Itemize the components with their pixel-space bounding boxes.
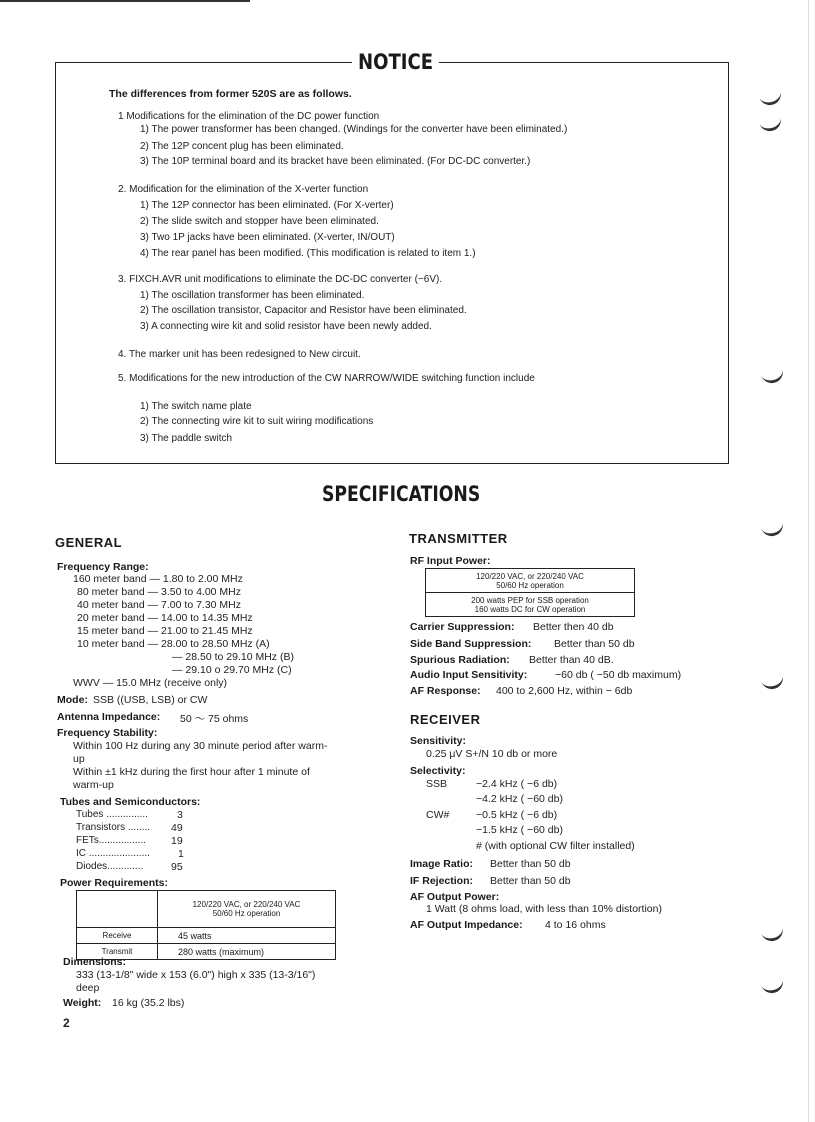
rf-table-row <box>426 593 635 617</box>
transmit-label: Transmit <box>77 944 158 960</box>
transmitter-heading: TRANSMITTER <box>409 531 508 546</box>
side-band-suppression-value: Better than 50 db <box>554 638 635 650</box>
notice-line: 4. The marker unit has been redesigned to New circuit. <box>118 349 361 360</box>
sensitivity-value: 0.25 μV S+/N 10 db or more <box>426 748 558 760</box>
stability-line: warm-up <box>73 779 114 791</box>
tube-row-name: IC ...................... <box>76 848 150 859</box>
notice-line: 1) The power transformer has been changed. (Windings for the converter have been eliminated.) <box>140 124 568 135</box>
binding-ring-mark <box>759 89 784 107</box>
tube-row-name: FETs................. <box>76 835 147 846</box>
page-number: 2 <box>63 1016 70 1030</box>
rf-row-line: 160 watts DC for CW operation <box>474 604 586 614</box>
band-row: 10 meter band — 28.00 to 28.50 MHz (A) <box>77 638 270 650</box>
rf-input-power-label: RF Input Power: <box>410 555 491 567</box>
binding-ring-mark <box>761 673 786 691</box>
notice-line: 3) A connecting wire kit and solid resistor have been newly added. <box>140 321 432 332</box>
tube-row-name: Diodes............. <box>76 861 144 872</box>
page-edge-line <box>808 0 809 1122</box>
band-row: 40 meter band — 7.00 to 7.30 MHz <box>77 599 242 611</box>
tube-row-count: 3 <box>177 809 183 821</box>
side-band-suppression-label: Side Band Suppression: <box>410 638 532 650</box>
power-requirements-table <box>76 890 336 960</box>
notice-line: 1) The oscillation transformer has been eliminated. <box>140 290 365 301</box>
af-output-power-label: AF Output Power: <box>410 891 500 903</box>
notice-line: 3) The paddle switch <box>140 433 233 444</box>
band-row: — 28.50 to 29.10 MHz (B) <box>172 651 294 663</box>
weight-label: Weight: <box>63 997 102 1009</box>
spurious-radiation-label: Spurious Radiation: <box>410 654 510 666</box>
stability-line: up <box>73 753 85 765</box>
selectivity-ssb-value: −4.2 kHz ( −60 db) <box>476 793 563 805</box>
power-requirements-label: Power Requirements: <box>60 877 168 889</box>
tube-row-name: Transistors ........ <box>76 822 151 833</box>
af-output-impedance-label: AF Output Impedance: <box>410 919 523 931</box>
tubes-semiconductors-label: Tubes and Semiconductors: <box>60 796 201 808</box>
band-row: 160 meter band — 1.80 to 2.00 MHz <box>73 573 243 585</box>
band-row: 80 meter band — 3.50 to 4.00 MHz <box>77 586 242 598</box>
selectivity-cw-value: −1.5 kHz ( −60 db) <box>476 824 563 836</box>
stability-line: Within 100 Hz during any 30 minute period after warm- <box>73 740 328 752</box>
notice-line: 4) The rear panel has been modified. (This modification is related to item 1.) <box>140 248 476 259</box>
rf-row-line: 120/220 VAC, or 220/240 VAC <box>476 571 584 581</box>
notice-line: 2) The connecting wire kit to suit wiring modifications <box>140 416 374 427</box>
spurious-radiation-value: Better than 40 dB. <box>529 654 614 666</box>
band-row: WWV — 15.0 MHz (receive only) <box>73 677 228 689</box>
rf-input-power-table <box>425 568 635 617</box>
audio-input-sensitivity-label: Audio Input Sensitivity: <box>410 669 528 681</box>
carrier-suppression-value: Better then 40 db <box>533 621 614 633</box>
af-output-power-value: 1 Watt (8 ohms load, with less than 10% distortion) <box>426 903 662 915</box>
tube-row-name: Tubes ............... <box>76 809 148 820</box>
notice-line: 1) The 12P connector has been eliminated. (For X-verter) <box>140 200 394 211</box>
notice-line: 1 Modifications for the elimination of the DC power function <box>118 111 380 122</box>
selectivity-label: Selectivity: <box>410 765 466 777</box>
notice-line: 2. Modification for the elimination of the X-verter function <box>118 184 369 195</box>
antenna-impedance-label: Antenna Impedance: <box>57 711 161 723</box>
selectivity-cw-value: −0.5 kHz ( −6 db) <box>476 809 558 821</box>
receive-value: 45 watts <box>158 928 336 944</box>
binding-ring-mark <box>761 520 786 538</box>
weight-value: 16 kg (35.2 lbs) <box>112 997 185 1009</box>
af-output-impedance-value: 4 to 16 ohms <box>545 919 606 931</box>
audio-input-sensitivity-value: −60 db ( −50 db maximum) <box>555 669 682 681</box>
image-ratio-value: Better than 50 db <box>490 858 571 870</box>
notice-line: 5. Modifications for the new introduction of the CW NARROW/WIDE switching function include <box>118 373 535 384</box>
sensitivity-label: Sensitivity: <box>410 735 467 747</box>
af-response-value: 400 to 2,600 Hz, within − 6db <box>496 685 633 697</box>
binding-ring-mark <box>761 977 786 995</box>
selectivity-cw-label: CW# <box>426 809 450 821</box>
receive-label: Receive <box>77 928 158 944</box>
specifications-title: SPECIFICATIONS <box>322 482 481 506</box>
notice-line: 1) The switch name plate <box>140 401 252 412</box>
frequency-range-label: Frequency Range: <box>57 561 149 573</box>
tube-row-count: 19 <box>171 835 183 847</box>
dimensions-line: 333 (13-1/8" wide x 153 (6.0") high x 335 (13-3/16") <box>76 969 316 981</box>
power-header-line: 50/60 Hz operation <box>212 909 281 918</box>
rf-row-line: 50/60 Hz operation <box>496 580 564 590</box>
mode-label: Mode: <box>57 694 88 706</box>
tube-row-count: 95 <box>171 861 183 873</box>
power-header-line: 120/220 VAC, or 220/240 VAC <box>192 900 301 909</box>
binding-ring-mark <box>761 925 786 943</box>
antenna-impedance-value: 50 ～ 75 ohms <box>180 713 249 725</box>
notice-line: 2) The oscillation transistor, Capacitor and Resistor have been eliminated. <box>140 305 467 316</box>
dimensions-label: Dimensions: <box>63 956 127 968</box>
receiver-heading: RECEIVER <box>410 712 481 727</box>
notice-line: 3) Two 1P jacks have been eliminated. (X-verter, IN/OUT) <box>140 232 395 243</box>
notice-line: 3. FIXCH.AVR unit modifications to eliminate the DC-DC converter (−6V). <box>118 274 443 285</box>
if-rejection-label: IF Rejection: <box>410 875 474 887</box>
selectivity-ssb-label: SSB <box>426 778 448 790</box>
band-row: 20 meter band — 14.00 to 14.35 MHz <box>77 612 253 624</box>
top-rule <box>0 0 250 2</box>
selectivity-ssb-value: −2.4 kHz ( −6 db) <box>476 778 558 790</box>
power-table-empty-cell <box>77 891 158 928</box>
if-rejection-value: Better than 50 db <box>490 875 571 887</box>
af-response-label: AF Response: <box>410 685 481 697</box>
frequency-stability-label: Frequency Stability: <box>57 727 158 739</box>
tube-row-count: 1 <box>178 848 184 860</box>
stability-line: Within ±1 kHz during the first hour after 1 minute of <box>73 766 310 778</box>
rf-row-line: 200 watts PEP for SSB operation <box>471 595 589 605</box>
band-row: 15 meter band — 21.00 to 21.45 MHz <box>77 625 253 637</box>
notice-line: 2) The 12P concent plug has been eliminated. <box>140 141 344 152</box>
transmit-value: 280 watts (maximum) <box>158 944 336 960</box>
notice-title: NOTICE <box>352 50 439 74</box>
general-heading: GENERAL <box>55 535 123 550</box>
notice-line: 3) The 10P terminal board and its bracket have been eliminated. (For DC-DC converter.) <box>140 156 531 167</box>
band-row: — 29.10 o 29.70 MHz (C) <box>172 664 292 676</box>
binding-ring-mark <box>761 367 786 385</box>
mode-value: SSB ((USB, LSB) or CW <box>93 694 208 706</box>
notice-heading: The differences from former 520S are as follows. <box>109 88 352 100</box>
carrier-suppression-label: Carrier Suppression: <box>410 621 515 633</box>
binding-ring-mark <box>759 115 784 133</box>
notice-line: 2) The slide switch and stopper have been eliminated. <box>140 216 379 227</box>
tube-row-count: 49 <box>171 822 183 834</box>
selectivity-note: # (with optional CW filter installed) <box>476 840 635 852</box>
power-table-header <box>158 891 336 928</box>
rf-table-row <box>426 569 635 593</box>
dimensions-line: deep <box>76 982 100 994</box>
image-ratio-label: Image Ratio: <box>410 858 474 870</box>
